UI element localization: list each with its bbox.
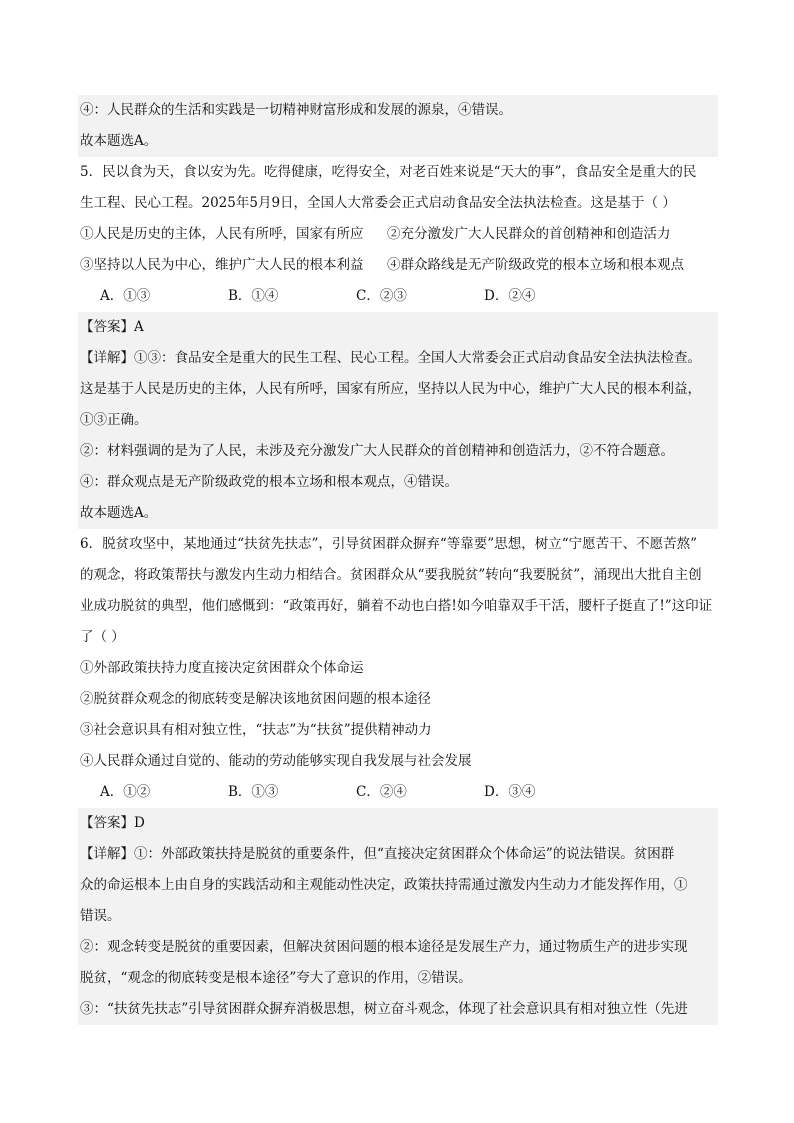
statement-4: ④群众路线是无产阶级政党的根本立场和根本观点 xyxy=(387,257,684,273)
explanation-line: 【详解】①③：食品安全是重大的民生工程、民心工程。全国人大常委会正式启动食品安全法执法检查。 xyxy=(78,343,718,374)
explanation-line: ④：人民群众的生活和实践是一切精神财富形成和发展的源泉，④错误。 xyxy=(78,95,718,126)
explanation-line: 错误。 xyxy=(78,901,718,932)
choice-c: C．②④ xyxy=(356,784,407,800)
choice-d: D．③④ xyxy=(484,784,536,800)
answer-line: 【答案】A xyxy=(78,312,718,343)
statement-2: ②充分激发广大人民群众的首创精神和创造活力 xyxy=(387,226,671,242)
statement-1: ①人民是历史的主体，人民有所呼，国家有所应 xyxy=(80,226,364,242)
conclusion-line: 故本题选A。 xyxy=(78,498,718,529)
choice-a: A．①② xyxy=(100,784,151,800)
choice-d: D．②④ xyxy=(484,288,536,304)
question-6-stem: 了（ ） xyxy=(80,629,125,645)
conclusion-line: 故本题选A。 xyxy=(78,126,718,157)
explanation-line: ④：群众观点是无产阶级政党的根本立场和根本观点，④错误。 xyxy=(78,467,718,498)
answer-line: 【答案】D xyxy=(78,808,718,839)
explanation-line: 脱贫，“观念的彻底转变是根本途径”夸大了意识的作用，②错误。 xyxy=(78,963,718,994)
explanation-line: ③：“扶贫先扶志”引导贫困群众摒弃消极思想，树立奋斗观念，体现了社会意识具有相对独立性（先进 xyxy=(78,994,718,1025)
explanation-line: 【详解】①：外部政策扶持是脱贫的重要条件，但“直接决定贫困群众个体命运”的说法错误。贫困群 xyxy=(78,839,718,870)
statement-4: ④人民群众通过自觉的、能动的劳动能够实现自我发展与社会发展 xyxy=(80,753,472,769)
choice-a: A．①③ xyxy=(100,288,151,304)
document-page xyxy=(78,95,718,1025)
question-5-stem: 5．民以食为天，食以安为先。吃得健康，吃得安全，对老百姓来说是“天大的事”，食品安全是重大的民 xyxy=(80,164,697,180)
question-6-choices xyxy=(78,777,718,808)
choice-b: B．①④ xyxy=(228,288,279,304)
question-5-statements xyxy=(78,219,718,250)
choice-b: B．①③ xyxy=(228,784,279,800)
statement-1: ①外部政策扶持力度直接决定贫困群众个体命运 xyxy=(80,660,364,676)
explanation-line: ②：观念转变是脱贫的重要因素，但解决贫困问题的根本途径是发展生产力，通过物质生产的进步实现 xyxy=(78,932,718,963)
question-5-stem: 生工程、民心工程。2025年5月9日，全国人大常委会正式启动食品安全法执法检查。这是基于（ ） xyxy=(80,195,676,211)
question-5-statements xyxy=(78,250,718,281)
question-6-stem: 6．脱贫攻坚中，某地通过“扶贫先扶志”，引导贫困群众摒弃“等靠要”思想，树立“宁愿苦干、不愿苦熬” xyxy=(80,536,697,552)
choice-c: C．②③ xyxy=(356,288,407,304)
question-6-stem: 的观念，将政策帮扶与激发内生动力相结合。贫困群众从“要我脱贫”转向“我要脱贫”，涌现出大批自主创 xyxy=(80,567,702,583)
question-5-choices xyxy=(78,281,718,312)
statement-2: ②脱贫群众观念的彻底转变是解决该地贫困问题的根本途径 xyxy=(80,691,431,707)
statement-3: ③社会意识具有相对独立性，“扶志”为“扶贫”提供精神动力 xyxy=(80,722,432,738)
explanation-line: ②：材料强调的是为了人民，未涉及充分激发广大人民群众的首创精神和创造活力，②不符合题意。 xyxy=(78,436,718,467)
explanation-line: 这是基于人民是历史的主体，人民有所呼，国家有所应，坚持以人民为中心，维护广大人民的根本利益， xyxy=(78,374,718,405)
explanation-line: 众的命运根本上由自身的实践活动和主观能动性决定，政策扶持需通过激发内生动力才能发挥作用，① xyxy=(78,870,718,901)
explanation-line: ①③正确。 xyxy=(78,405,718,436)
statement-3: ③坚持以人民为中心，维护广大人民的根本利益 xyxy=(80,257,364,273)
question-6-stem: 业成功脱贫的典型，他们感慨到：“政策再好，躺着不动也白搭!如今咱靠双手干活，腰杆子挺直了!”这印证 xyxy=(80,598,713,614)
